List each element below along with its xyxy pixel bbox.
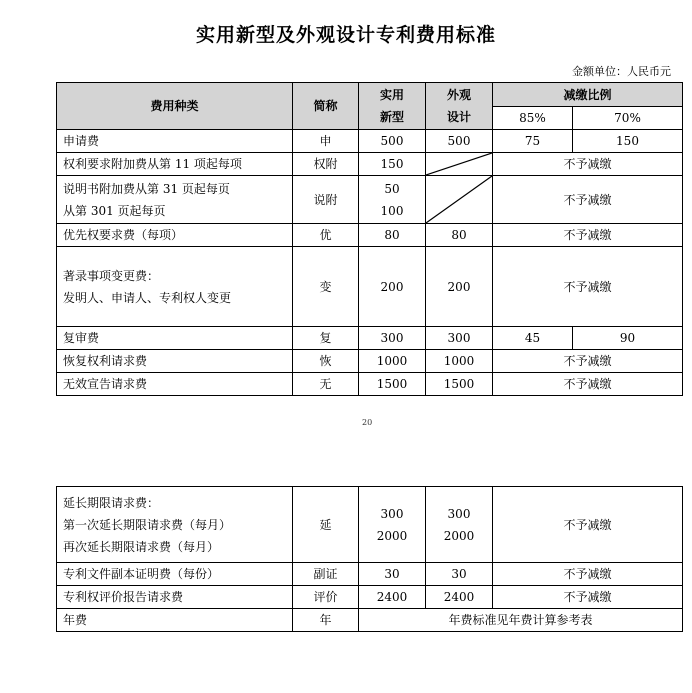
design-fee-cell (426, 130, 493, 153)
fee-name-cell-line: 从第 301 页起每页 (63, 203, 166, 218)
design-fee-cell-line: 500 (447, 134, 471, 148)
fee-name-cell (57, 373, 293, 396)
abbr-cell: 说附 (293, 176, 359, 224)
header-design-line1: 外观 (446, 88, 471, 102)
design-fee-not-applicable (426, 176, 493, 224)
utility-fee-cell (359, 327, 426, 350)
fee-name-cell-line: 申请费 (63, 134, 100, 148)
no-reduction-cell: 不予减缴 (493, 350, 683, 373)
design-fee-cell-line: 300 (447, 506, 471, 521)
header-utility-line1: 实用 (379, 88, 404, 102)
table-row (57, 350, 683, 373)
no-reduction-cell: 不予减缴 (493, 586, 683, 609)
design-fee-cell-line: 30 (451, 567, 467, 581)
fee-name-cell (57, 176, 293, 224)
fee-name-cell (57, 609, 293, 632)
fee-name-cell (57, 586, 293, 609)
fee-name-cell-line: 优先权要求费（每项） (63, 228, 184, 242)
reduction-70-cell: 90 (573, 327, 683, 350)
header-utility-line2: 新型 (379, 110, 404, 124)
utility-fee-cell-line: 1500 (376, 377, 408, 391)
fee-name-cell (57, 487, 293, 563)
table-row (57, 373, 683, 396)
design-fee-cell (426, 327, 493, 350)
abbr-cell: 恢 (293, 350, 359, 373)
table-row (57, 130, 683, 153)
design-fee-cell-line: 1000 (443, 354, 475, 368)
abbr-cell: 优 (293, 224, 359, 247)
utility-fee-cell-line: 1000 (376, 354, 408, 368)
abbr-cell: 年 (293, 609, 359, 632)
abbr-cell: 评价 (293, 586, 359, 609)
fee-name-cell-line: 年费 (63, 613, 88, 627)
diagonal-slash-icon (426, 153, 492, 175)
fee-name-cell (57, 224, 293, 247)
fee-name-cell-line: 第一次延长期限请求费（每月） (63, 517, 232, 532)
no-reduction-cell: 不予减缴 (493, 373, 683, 396)
utility-fee-cell-line: 500 (380, 134, 404, 148)
reduction-85-cell: 45 (493, 327, 573, 350)
utility-fee-cell-line: 150 (380, 157, 404, 171)
utility-fee-cell (359, 563, 426, 586)
fee-name-cell (57, 153, 293, 176)
reduction-70-cell: 150 (573, 130, 683, 153)
fee-name-cell-line: 权利要求附加费从第 11 项起每项 (63, 157, 242, 171)
design-fee-cell-line: 80 (451, 228, 467, 242)
page-number: 20 (362, 418, 373, 427)
utility-fee-cell-line: 2400 (376, 590, 408, 604)
table-row (57, 609, 683, 632)
utility-fee-cell (359, 130, 426, 153)
design-fee-not-applicable (426, 153, 493, 176)
design-fee-cell-line: 300 (447, 331, 471, 345)
utility-fee-cell-line: 300 (380, 331, 404, 345)
header-reduction: 减缴比例 (493, 83, 683, 107)
no-reduction-cell: 不予减缴 (493, 487, 683, 563)
no-reduction-cell: 不予减缴 (493, 563, 683, 586)
design-fee-cell (426, 563, 493, 586)
utility-fee-cell-line: 200 (380, 279, 404, 294)
table-row (57, 563, 683, 586)
no-reduction-cell: 不予减缴 (493, 247, 683, 327)
table-row (57, 487, 683, 563)
header-pct85: 85% (493, 107, 573, 130)
fee-name-cell-line: 著录事项变更费： (63, 268, 160, 283)
utility-fee-cell-line: 300 (380, 506, 404, 521)
fee-table-part1 (56, 82, 683, 396)
header-pct70: 70% (573, 107, 683, 130)
design-fee-cell (426, 373, 493, 396)
fee-name-cell-line: 发明人、申请人、专利权人变更 (63, 290, 232, 305)
fee-name-cell (57, 350, 293, 373)
fee-name-cell-line: 专利权评价报告请求费 (63, 590, 184, 604)
header-utility (359, 83, 426, 130)
annual-fee-note: 年费标准见年费计算参考表 (359, 609, 683, 632)
no-reduction-cell: 不予减缴 (493, 153, 683, 176)
abbr-cell: 无 (293, 373, 359, 396)
abbr-cell: 复 (293, 327, 359, 350)
utility-fee-cell-line: 80 (384, 228, 400, 242)
header-fee-type: 费用种类 (57, 83, 293, 130)
abbr-cell: 延 (293, 487, 359, 563)
utility-fee-cell-line: 50 (384, 181, 400, 196)
table-row (57, 327, 683, 350)
design-fee-cell (426, 350, 493, 373)
utility-fee-cell (359, 153, 426, 176)
utility-fee-cell (359, 176, 426, 224)
abbr-cell: 权附 (293, 153, 359, 176)
page-title: 实用新型及外观设计专利费用标准 (195, 24, 496, 46)
design-fee-cell (426, 224, 493, 247)
utility-fee-cell (359, 224, 426, 247)
design-fee-cell (426, 586, 493, 609)
design-fee-cell-line: 2400 (443, 590, 475, 604)
design-fee-cell (426, 487, 493, 563)
fee-name-cell-line: 说明书附加费从第 31 页起每页 (63, 181, 230, 196)
utility-fee-cell (359, 487, 426, 563)
utility-fee-cell (359, 247, 426, 327)
utility-fee-cell (359, 586, 426, 609)
table-row (57, 247, 683, 327)
fee-name-cell-line: 复审费 (63, 331, 100, 345)
utility-fee-cell-line: 2000 (376, 528, 408, 543)
design-fee-cell-line: 1500 (443, 377, 475, 391)
fee-name-cell (57, 327, 293, 350)
fee-name-cell (57, 563, 293, 586)
utility-fee-cell (359, 350, 426, 373)
table-row (57, 586, 683, 609)
utility-fee-cell (359, 373, 426, 396)
fee-name-cell-line: 延长期限请求费： (63, 495, 160, 510)
no-reduction-cell: 不予减缴 (493, 176, 683, 224)
abbr-cell: 变 (293, 247, 359, 327)
utility-fee-cell-line: 30 (384, 567, 400, 581)
fee-name-cell (57, 130, 293, 153)
reduction-85-cell: 75 (493, 130, 573, 153)
fee-name-cell-line: 无效宣告请求费 (63, 377, 148, 391)
table-row (57, 153, 683, 176)
diagonal-slash-icon (426, 176, 492, 223)
fee-name-cell-line: 再次延长期限请求费（每月） (63, 539, 220, 554)
design-fee-cell-line: 2000 (443, 528, 475, 543)
design-fee-cell-line: 200 (447, 279, 471, 294)
header-design-line2: 设计 (446, 110, 471, 124)
utility-fee-cell-line: 100 (380, 203, 404, 218)
table-row (57, 176, 683, 224)
header-abbr: 简称 (293, 83, 359, 130)
header-design (426, 83, 493, 130)
design-fee-cell (426, 247, 493, 327)
fee-name-cell-line: 专利文件副本证明费（每份） (63, 567, 220, 581)
abbr-cell: 申 (293, 130, 359, 153)
fee-name-cell-line: 恢复权利请求费 (63, 354, 148, 368)
table-row (57, 224, 683, 247)
fee-table-part2 (56, 486, 683, 632)
abbr-cell: 副证 (293, 563, 359, 586)
currency-unit-note: 金额单位：人民币元 (572, 65, 671, 78)
fee-name-cell (57, 247, 293, 327)
no-reduction-cell: 不予减缴 (493, 224, 683, 247)
